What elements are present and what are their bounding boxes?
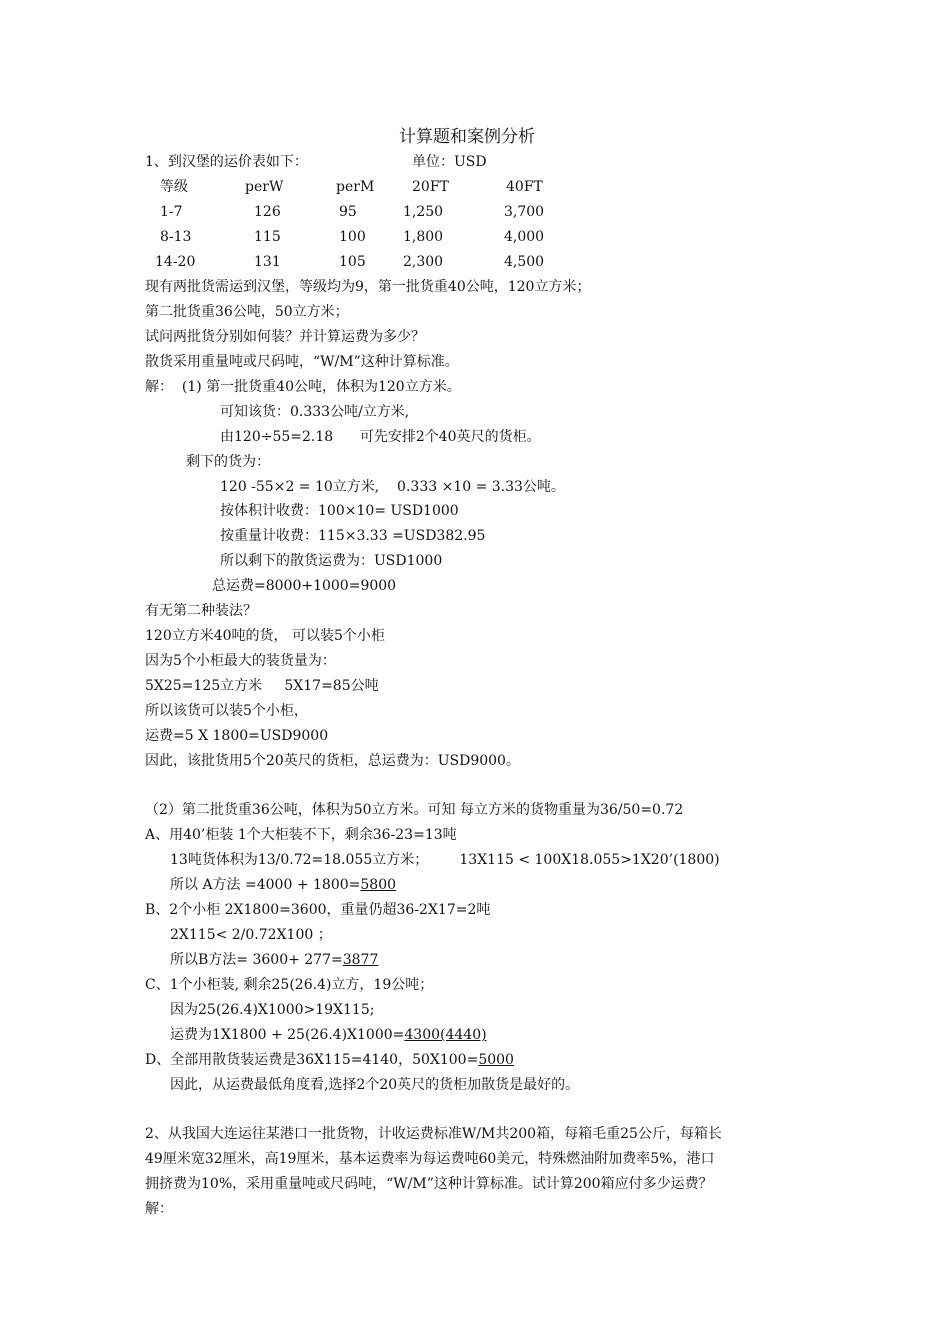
method-b-line: 2X115< 2/0.72X100 ；: [170, 927, 332, 943]
table-cell: 4,500: [504, 254, 545, 270]
q2-line: 2、从我国大连运往某港口一批货物，计收运费标准W/M共200箱，每箱毛重25公斤，每箱长: [145, 1126, 722, 1142]
q1-desc-line: 散货采用重量吨或尺码吨，“W/M”这种计算标准。: [145, 354, 459, 370]
method-b-line: B、2个小柜 2X1800=3600，重量仍超36-2X17=2吨: [145, 902, 491, 918]
q1-intro: 1、到汉堡的运价表如下：: [145, 154, 308, 170]
method-d-result-value: 5000: [478, 1052, 514, 1068]
solution1-line: 按体积计收费：100×10= USD1000: [220, 503, 459, 519]
method-a-result: [170, 875, 396, 895]
table-cell: 100: [339, 229, 366, 245]
alt-line: 所以该货可以装5个小柜，: [145, 703, 308, 719]
header-perw: perW: [245, 179, 284, 195]
method-c-result: [170, 1025, 487, 1045]
table-cell: 131: [254, 254, 281, 270]
solution1-heading: 解： (1) 第一批货重40公吨，体积为120立方米。: [145, 379, 461, 395]
q1-desc-line: 现有两批货需运到汉堡，等级均为9，第一批货重40公吨，120立方米；: [145, 279, 591, 295]
page-title: 计算题和案例分析: [399, 127, 535, 147]
header-40ft: 40FT: [506, 179, 543, 195]
alt-line: 5X25=125立方米 5X17=85公吨: [145, 678, 379, 694]
method-c-result-value: 4300(4440): [404, 1027, 487, 1043]
table-cell: 95: [339, 204, 357, 220]
table-cell: 1,800: [403, 229, 444, 245]
alt-line: 有无第二种装法？: [145, 603, 257, 619]
method-a-line: 13吨货体积为13/0.72=18.055立方米； 13X115 < 100X18.055>1X20’(1800): [170, 852, 720, 868]
solution1-line: 由120÷55=2.18 可先安排2个40英尺的货柜。: [220, 429, 541, 445]
method-d-result-label: D、全部用散货装运费是36X115=4140，50X100=: [145, 1052, 479, 1068]
method-b-result-value: 3877: [342, 952, 379, 968]
q1-desc-line: 试问两批货分别如何装？并计算运费为多少？: [145, 329, 425, 345]
method-d-result: [145, 1050, 514, 1070]
method-b-result: [170, 950, 378, 970]
solution2-heading: （2）第二批货重36公吨，体积为50立方米。可知 每立方米的货物重量为36/50=0.72: [145, 802, 684, 818]
method-a-result-value: 5800: [360, 877, 397, 893]
table-cell: 115: [254, 229, 281, 245]
solution1-line: 按重量计收费：115×3.33 =USD382.95: [220, 528, 486, 544]
q2-line: 拥挤费为10%，采用重量吨或尺码吨，“W/M”这种计算标准。试计算200箱应付多少运费？: [145, 1176, 713, 1192]
method-c-result-label: 运费为1X1800 + 25(26.4)X1000=: [170, 1027, 405, 1043]
header-grade: 等级: [160, 179, 188, 195]
solution1-line: 可知该货：0.333公吨/立方米,: [220, 404, 410, 420]
solution1-line: 120 -55×2 = 10立方米, 0.333 ×10 = 3.33公吨。: [220, 479, 565, 495]
table-cell: 105: [339, 254, 366, 270]
q1-desc-line: 第二批货重36公吨，50立方米；: [145, 304, 349, 320]
alt-line: 120立方米40吨的货， 可以装5个小柜: [145, 628, 385, 644]
q2-line: 49厘米宽32厘米，高19厘米，基本运费率为每运费吨60美元，特殊燃油附加费率5%，港口: [145, 1151, 715, 1167]
table-cell: 4,000: [504, 229, 545, 245]
header-20ft: 20FT: [412, 179, 449, 195]
header-perm: perM: [336, 179, 375, 195]
method-b-result-label: 所以B方法= 3600+ 277=: [170, 952, 343, 968]
table-cell: 126: [254, 204, 281, 220]
solution1-line: 所以剩下的散货运费为：USD1000: [220, 553, 443, 569]
conclusion: 因此，从运费最低角度看,选择2个20英尺的货柜加散货是最好的。: [170, 1077, 580, 1093]
alt-line: 因为5个小柜最大的装货量为：: [145, 653, 336, 669]
q1-unit: 单位：USD: [412, 154, 487, 170]
method-c-line: 因为25(26.4)X1000>19X115;: [170, 1002, 375, 1018]
method-a-line: A、用40’柜装 1个大柜装不下，剩余36-23=13吨: [145, 827, 457, 843]
table-cell: 8-13: [160, 229, 192, 245]
table-cell: 2,300: [403, 254, 444, 270]
method-c-line: C、1个小柜装, 剩余25(26.4)立方，19公吨；: [145, 977, 434, 993]
solution1-total: 总运费=8000+1000=9000: [212, 578, 397, 594]
table-cell: 14-20: [155, 254, 196, 270]
alt-line: 运费=5 X 1800=USD9000: [145, 728, 329, 744]
solution1-line: 剩下的货为：: [186, 454, 270, 470]
table-cell: 1,250: [403, 204, 444, 220]
table-cell: 1-7: [160, 204, 183, 220]
alt-line: 因此，该批货用5个20英尺的货柜，总运费为：USD9000。: [145, 753, 520, 769]
q2-line: 解：: [145, 1201, 173, 1217]
table-cell: 3,700: [504, 204, 545, 220]
method-a-result-label: 所以 A方法 =4000 + 1800=: [170, 877, 361, 893]
